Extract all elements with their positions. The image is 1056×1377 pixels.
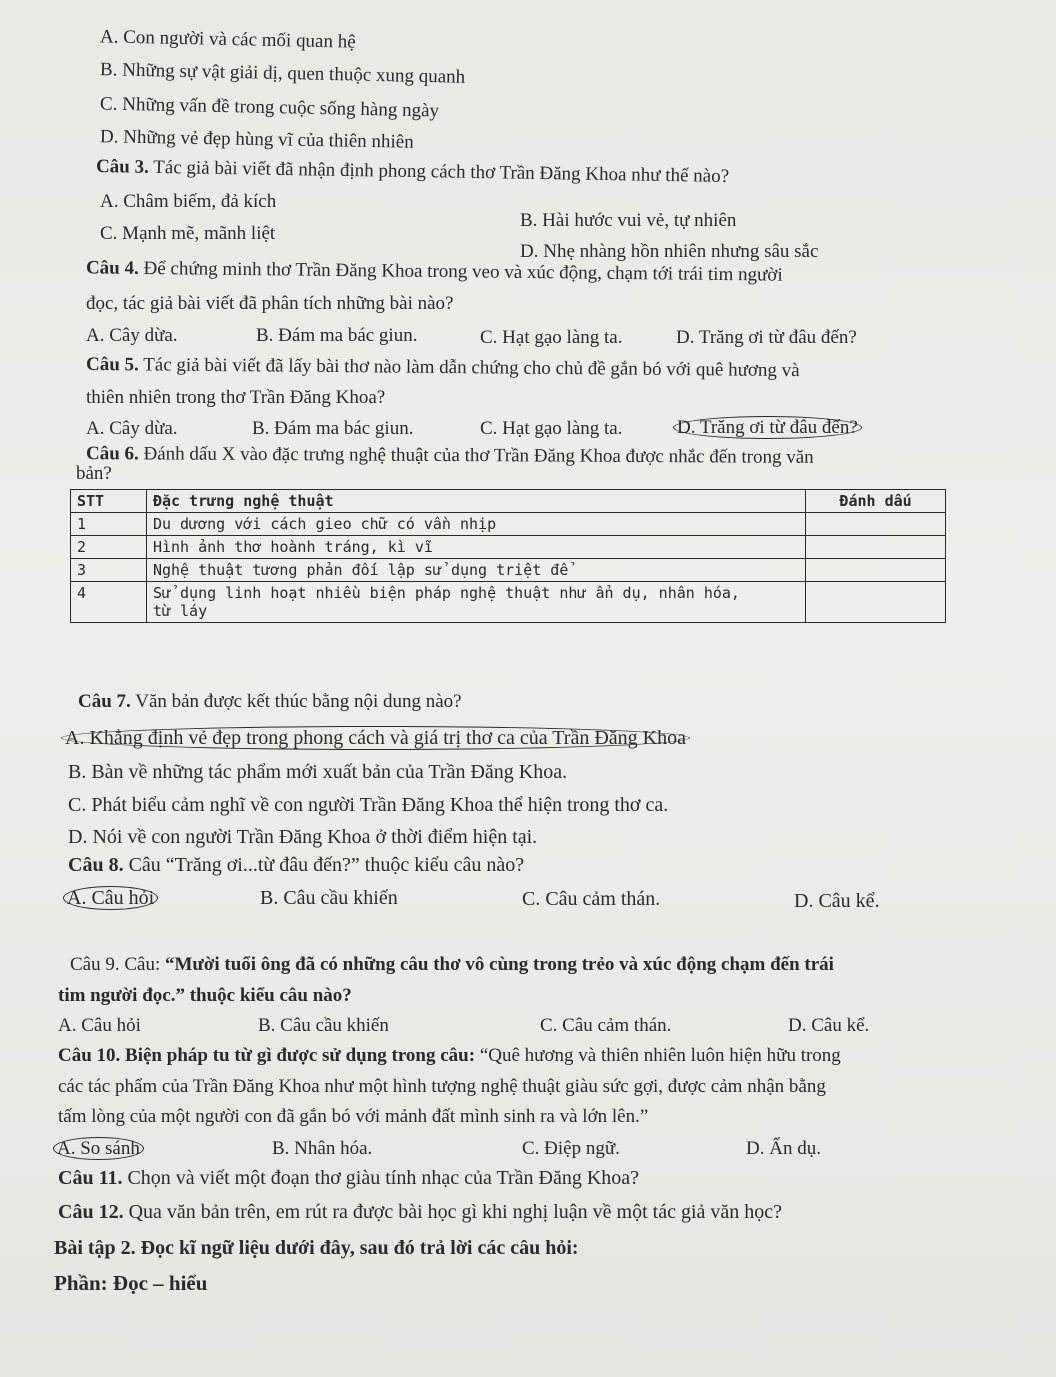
q7-option-d: D. Nói về con người Trần Đăng Khoa ở thời điểm hiện tại. (68, 826, 538, 848)
q10-text-2: các tác phẩm của Trần Đăng Khoa như một hình tượng nghệ thuật giàu sức gợi, được cảm nhận bằng (58, 1076, 826, 1097)
table-row (71, 513, 946, 536)
q7-option-b: B. Bàn về những tác phẩm mới xuất bản của Trần Đăng Khoa. (68, 761, 568, 783)
q6-text-1: Đánh dấu X vào đặc trưng nghệ thuật của thơ Trần Đăng Khoa được nhắc đến trong văn (143, 443, 814, 468)
q5-option-b: B. Đám ma bác giun. (252, 418, 414, 439)
question-11 (58, 1166, 639, 1190)
q4-option-d: D. Trăng ơi từ đâu đến? (676, 327, 857, 348)
q11-label: Câu 11. (58, 1167, 123, 1189)
q10-option-b: B. Nhân hóa. (272, 1138, 373, 1159)
exercise-2-heading: Bài tập 2. Đọc kĩ ngữ liệu dưới đây, sau đó trả lời các câu hỏi: (54, 1237, 579, 1259)
q8-option-d: D. Câu kể. (794, 890, 880, 912)
section-heading: Phần: Đọc – hiểu (54, 1271, 208, 1295)
q9-option-c: C. Câu cảm thán. (540, 1015, 672, 1036)
table-cell-feature-line-2: từ láy (152, 602, 208, 620)
question-7 (78, 690, 462, 714)
q10-answer-mark: A. So sánh (53, 1137, 144, 1160)
q7-text: Văn bản được kết thúc bằng nội dung nào? (135, 691, 462, 712)
q9-option-a: A. Câu hỏi (58, 1015, 141, 1036)
q12-text: Qua văn bản trên, em rút ra được bài học gì khi nghị luận về một tác giả văn học? (128, 1201, 783, 1223)
q5-option-a: A. Cây dừa. (86, 418, 178, 439)
q2-option-b: B. Những sự vật giải dị, quen thuộc xung quanh (99, 59, 466, 88)
q3-label: Câu 3. (95, 156, 150, 178)
q5-text-1: Tác giả bài viết đã lấy bài thơ nào làm dẫn chứng cho chủ đề gắn bó với quê hương và (143, 354, 800, 382)
q10-label: Câu 10. (58, 1045, 121, 1066)
table-cell-stt: 1 (71, 513, 147, 536)
q3-option-d: D. Nhẹ nhàng hồn nhiên nhưng sâu sắc (520, 241, 819, 262)
q7-option-c: C. Phát biểu cảm nghĩ về con người Trần Đăng Khoa thể hiện trong thơ ca. (68, 794, 669, 816)
q8-text: Câu “Trăng ơi...từ đâu đến?” thuộc kiểu câu nào? (128, 854, 525, 876)
table-cell-stt: 3 (71, 559, 147, 582)
question-10-line-1 (58, 1044, 841, 1068)
q8-option-b: B. Câu cầu khiến (260, 887, 398, 909)
q5-option-d (678, 416, 862, 440)
q4-text-2: đọc, tác giả bài viết đã phân tích những bài nào? (86, 293, 454, 314)
q5-text-2: thiên nhiên trong thơ Trần Đăng Khoa? (86, 387, 386, 408)
question-12 (58, 1200, 782, 1224)
q9-text-1: “Mười tuổi ông đã có những câu thơ vô cùng trong trẻo và xúc động chạm đến trái (165, 954, 834, 975)
q2-option-a: A. Con người và các mối quan hệ (99, 26, 356, 53)
question-3 (96, 155, 729, 189)
q8-answer-mark: A. Câu hỏi (63, 886, 158, 910)
q4-option-c: C. Hạt gạo làng ta. (480, 327, 623, 348)
q9-option-d: D. Câu kể. (788, 1015, 870, 1036)
q4-text-1: Để chứng minh thơ Trần Đăng Khoa trong veo và xúc động, chạm tới trái tim người (143, 257, 783, 286)
q8-option-c: C. Câu cảm thán. (522, 888, 661, 910)
q8-label: Câu 8. (68, 854, 124, 876)
table-cell-mark[interactable] (806, 582, 946, 623)
table-cell-stt: 2 (71, 536, 147, 559)
question-6-line-1 (86, 442, 814, 470)
q10-text-3: tấm lòng của một người con đã gắn bó với mảnh đất mình sinh ra và lớn lên.” (58, 1106, 649, 1127)
table-cell-feature (146, 582, 805, 623)
q3-text: Tác giả bài viết đã nhận định phong cách thơ Trần Đăng Khoa như thế nào? (153, 156, 730, 187)
q3-option-b: B. Hài hước vui vẻ, tự nhiên (520, 210, 737, 231)
table-header-row (71, 490, 946, 513)
q10-option-d: D. Ẩn dụ. (746, 1138, 821, 1159)
q5-answer-mark: D. Trăng ơi từ đâu đến? (673, 416, 862, 439)
q9-label: Câu 9. (70, 954, 120, 975)
q2-option-c: C. Những vấn đề trong cuộc sống hàng ngày (99, 93, 440, 122)
q7-answer-mark: A. Khẳng định vẻ đẹp trong phong cách và giá trị thơ ca của Trần Đăng Khoa (61, 726, 690, 750)
question-9-line-1 (70, 953, 834, 977)
q7-option-a (66, 726, 690, 750)
table-cell-feature: Hình ảnh thơ hoành tráng, kì vĩ (146, 536, 805, 559)
table-cell-mark[interactable] (806, 513, 946, 536)
q3-option-c: C. Mạnh mẽ, mãnh liệt (100, 223, 276, 244)
q10-option-a (58, 1137, 144, 1161)
q9-option-b: B. Câu cầu khiến (258, 1015, 389, 1036)
table-row (71, 582, 946, 623)
q10-text-1b: “Quê hương và thiên nhiên luôn hiện hữu trong (479, 1045, 841, 1066)
table-cell-stt: 4 (71, 582, 147, 623)
table-cell-mark[interactable] (806, 536, 946, 559)
table-header-mark: Đánh dấu (806, 490, 946, 513)
q10-text-1: Biện pháp tu từ gì được sử dụng trong câu: (125, 1045, 476, 1066)
q9-prefix: Câu: (124, 954, 161, 975)
q12-label: Câu 12. (58, 1201, 124, 1223)
question-8 (68, 853, 524, 877)
q6-text-2: bản? (76, 463, 112, 484)
q4-label: Câu 4. (85, 257, 139, 279)
q6-label: Câu 6. (85, 443, 139, 465)
table-header-feature: Đặc trưng nghệ thuật (146, 490, 805, 513)
q7-label: Câu 7. (78, 691, 131, 712)
table-row (71, 536, 946, 559)
q8-option-a (68, 886, 158, 910)
table-header-stt: STT (71, 490, 147, 513)
q4-option-a: A. Cây dừa. (86, 325, 178, 346)
table-cell-feature: Du dương với cách gieo chữ có vần nhịp (146, 513, 805, 536)
q5-label: Câu 5. (85, 353, 139, 376)
table-row (71, 559, 946, 582)
table-cell-feature-line-1: Sử dụng linh hoạt nhiều biện pháp nghệ thuật như ẩn dụ, nhân hóa, (152, 584, 740, 602)
table-cell-feature: Nghệ thuật tương phản đối lập sử dụng triệt để (146, 559, 805, 582)
q11-text: Chọn và viết một đoạn thơ giàu tính nhạc của Trần Đăng Khoa? (127, 1167, 640, 1189)
table-cell-mark[interactable] (806, 559, 946, 582)
q3-option-a: A. Châm biếm, đả kích (100, 191, 277, 212)
question-5-line-1 (86, 353, 800, 383)
q9-text-2: tim người đọc.” thuộc kiểu câu nào? (58, 985, 352, 1006)
q5-option-c: C. Hạt gạo làng ta. (480, 418, 623, 439)
q10-option-c: C. Điệp ngữ. (522, 1138, 620, 1159)
q6-table (70, 489, 946, 623)
q4-option-b: B. Đám ma bác giun. (256, 325, 418, 346)
q2-option-d: D. Những vẻ đẹp hùng vĩ của thiên nhiên (99, 126, 414, 153)
